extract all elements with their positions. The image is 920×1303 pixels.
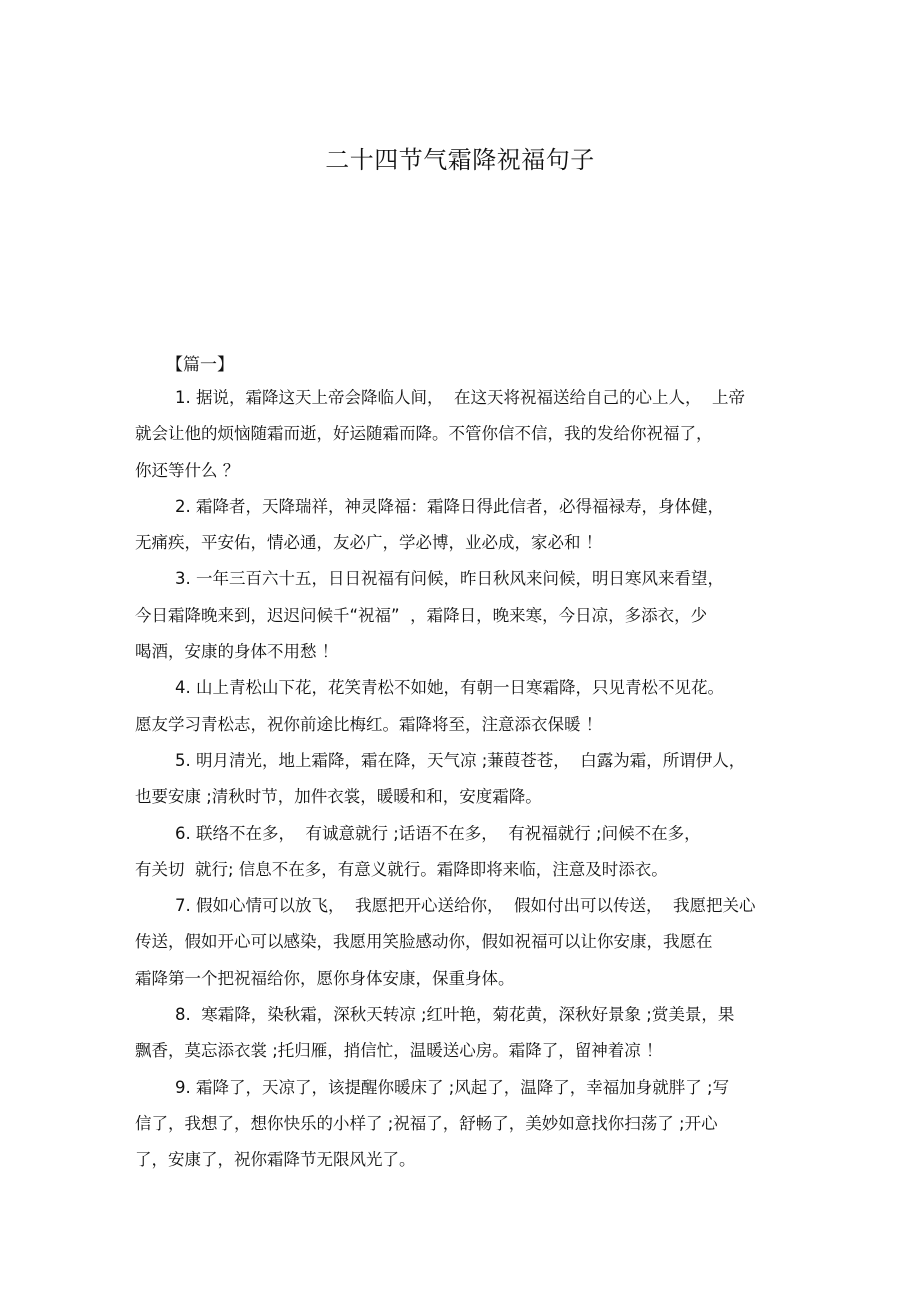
item-line: 愿友学习青松志，祝你前途比梅红。霜降将至，注意添衣保暖 ！ (135, 714, 603, 734)
item-line: 2. 霜降者，天降瑞祥，神灵降福：霜降日得此信者，必得福禄寿，身体健， (175, 496, 724, 516)
item-line: 霜降第一个把祝福给你，愿你身体安康，保重身体。 (135, 968, 515, 988)
item-line: 4. 山上青松山下花，花笑青松不如她，有朝一日寒霜降，只见青松不见花。 (175, 678, 724, 698)
item-line: 有关切 就行; 信息不在多，有意义就行。霜降即将来临，注意及时添衣。 (135, 859, 668, 879)
item-line: 飘香，莫忘添衣裳 ;托归雁，捎信忙，温暖送心房。霜降了，留神着凉 ！ (135, 1041, 663, 1061)
item-line: 7. 假如心情可以放飞， 我愿把开心送给你， 假如付出可以传送， 我愿把关心 (175, 896, 756, 916)
list-item (135, 561, 785, 670)
list-item (135, 489, 785, 562)
item-line: 喝酒，安康的身体不用愁 ！ (135, 642, 339, 662)
item-line: 9. 霜降了，天凉了，该提醒你暖床了 ;风起了，温降了，幸福加身就胖了 ;写 (175, 1077, 730, 1097)
item-line: 也要安康 ;清秋时节，加件衣裳，暖暖和和，安度霜降。 (135, 787, 542, 807)
item-line: 信了，我想了，想你快乐的小样了 ;祝福了，舒畅了，美妙如意找你扫荡了 ;开心 (135, 1113, 718, 1133)
list-item (135, 888, 785, 997)
item-line: 你还等什么 ？ (135, 460, 240, 480)
list-item (135, 1070, 785, 1179)
item-line: 1. 据说，霜降这天上帝会降临人间， 在这天将祝福送给自己的心上人， 上帝 (175, 388, 745, 407)
item-line: 了，安康了，祝你霜降节无限风光了。 (135, 1150, 416, 1170)
list-item (135, 743, 785, 816)
item-line: 就会让他的烦恼随霜而逝，好运随霜而降。不管你信不信，我的发给你祝福了， (135, 424, 713, 444)
document-body (135, 380, 785, 1179)
item-line: 今日霜降晚来到，迟迟问候千“祝福” ，霜降日，晚来寒，今日凉，多添衣，少 (135, 605, 708, 625)
list-item (135, 816, 785, 889)
item-line: 传送，假如开心可以感染，我愿用笑脸感动你，假如祝福可以让你安康，我愿在 (135, 932, 713, 952)
list-item (135, 997, 785, 1070)
list-item (135, 380, 785, 489)
item-line: 3. 一年三百六十五，日日祝福有问候，昨日秋风来问候，明日寒风来看望， (175, 569, 724, 589)
item-line: 6. 联络不在多， 有诚意就行 ;话语不在多， 有祝福就行 ;问候不在多， (175, 823, 701, 843)
list-item (135, 670, 785, 743)
document-title: 二十四节气霜降祝福句子 (325, 146, 595, 174)
item-line: 8. 寒霜降，染秋霜，深秋天转凉 ;红叶艳，菊花黄，深秋好景象 ;赏美景，果 (175, 1005, 735, 1025)
item-line: 无痛疾，平安佑，情必通，友必广，学必博，业必成，家必和 ！ (135, 533, 603, 553)
section-heading: 【篇一】 (166, 355, 234, 375)
item-line: 5. 明月清光，地上霜降，霜在降，天气凉 ;蒹葭苍苍， 白露为霜，所谓伊人， (175, 750, 746, 770)
